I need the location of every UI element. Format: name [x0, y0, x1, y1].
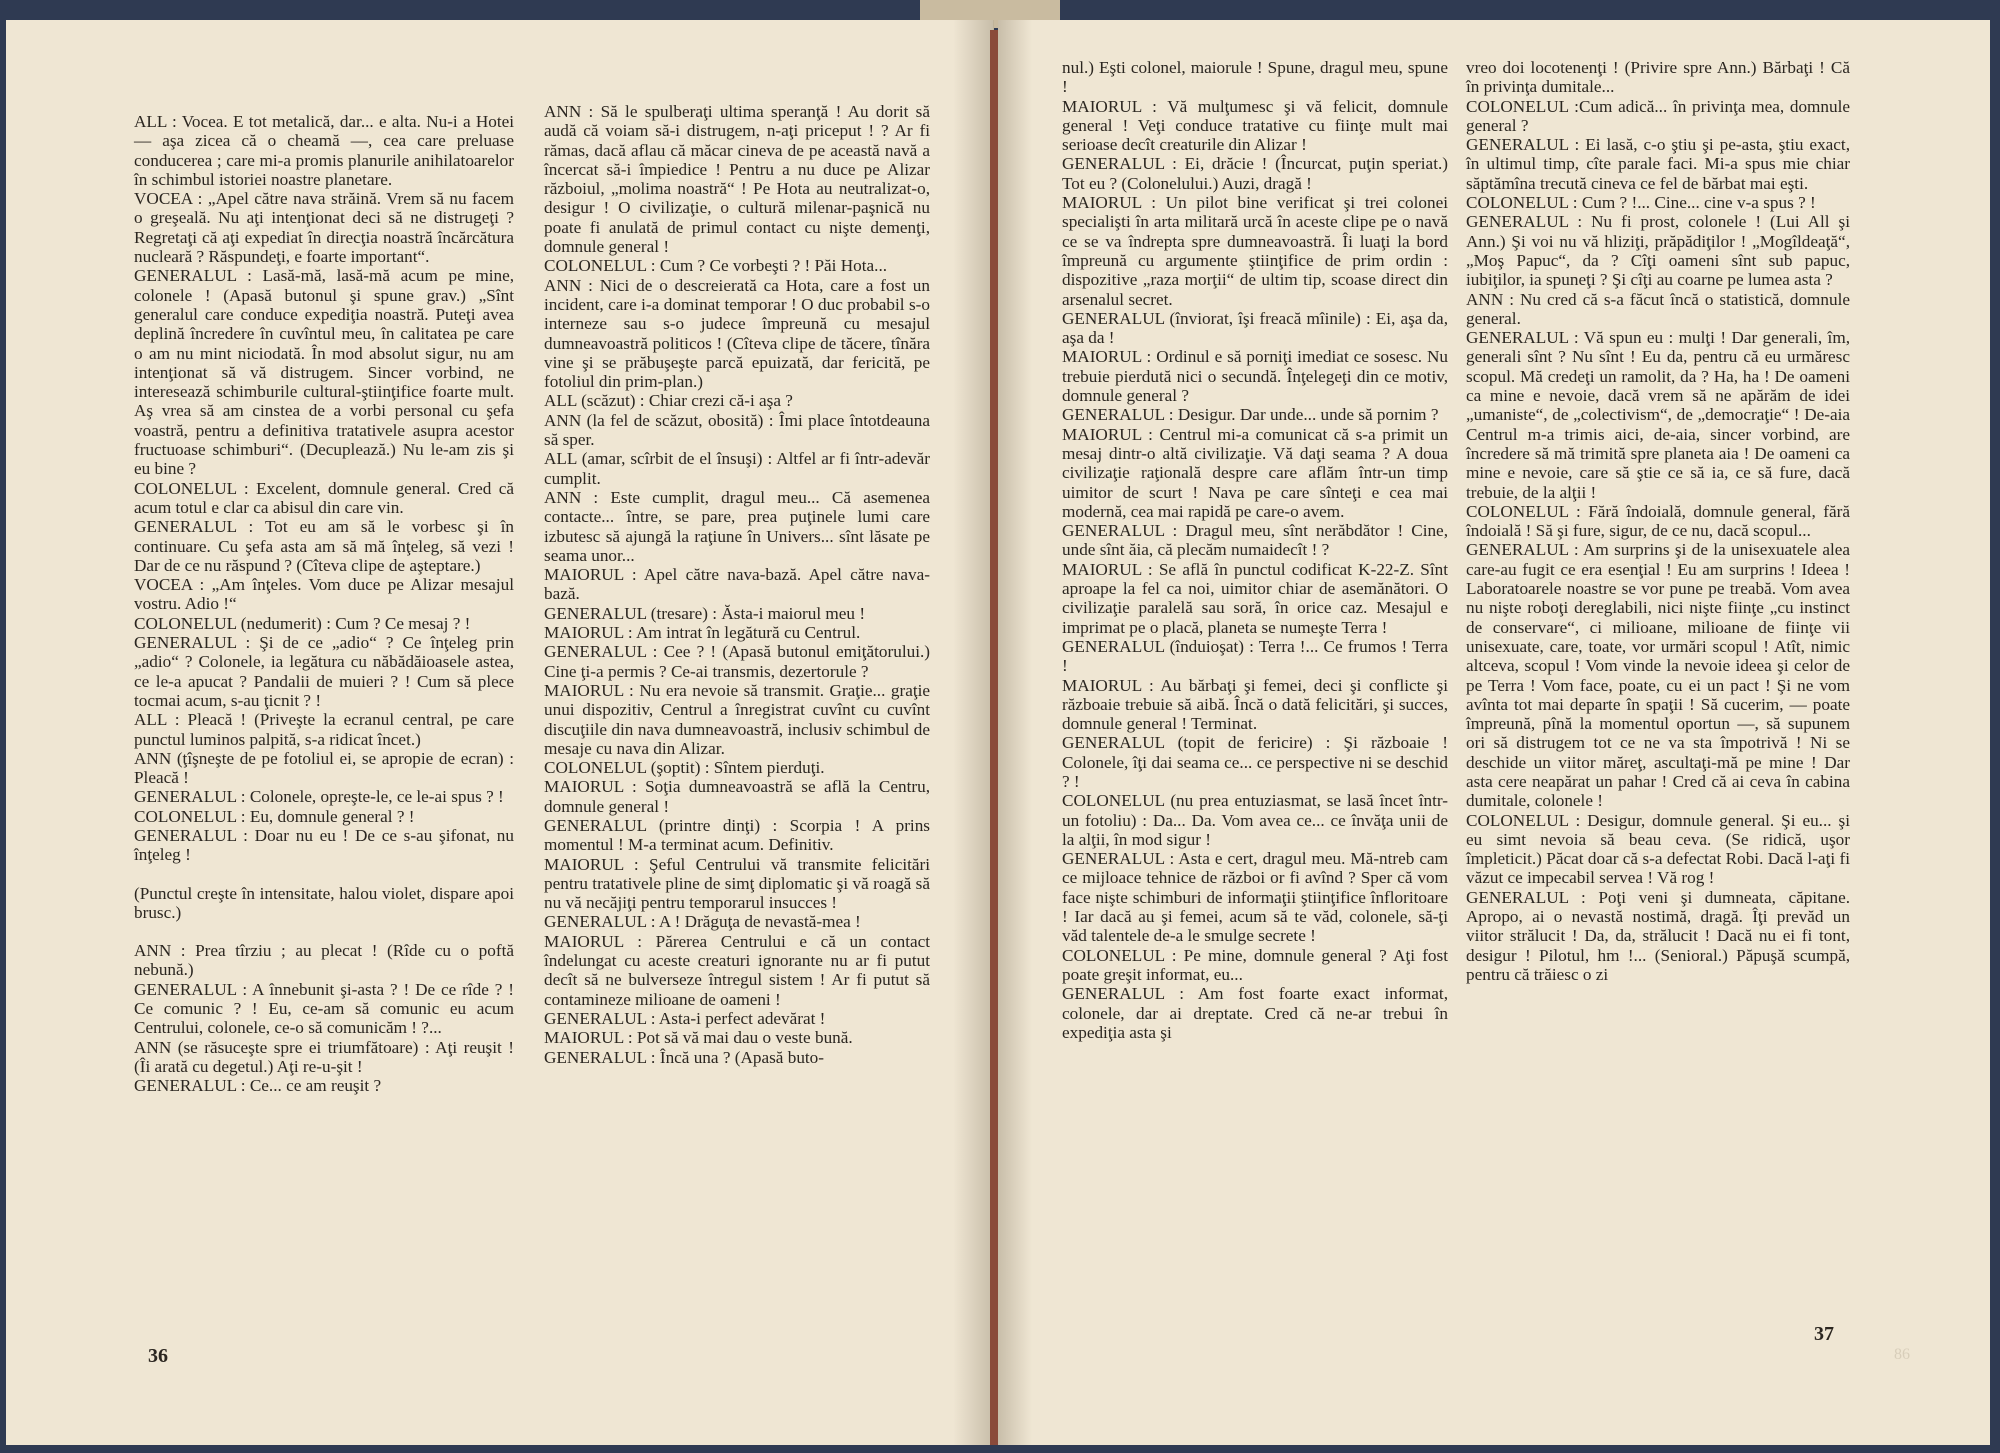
dialogue-line: MAIORUL : Ordinul e să porniţi imediat ce sosesc. Nu trebuie pierdută nici o secundă. Înţelegeţi din ce motiv, domnule general ?	[1062, 347, 1448, 406]
dialogue-line: GENERALUL (tresare) : Ăsta-i maiorul meu !	[544, 603, 866, 623]
dialogue-line: ANN : Este cumplit, dragul meu... Că asemenea contacte... între, se pare, prea puţinele lumi care izbutesc să ajungă la raţiune în Univers... sînt lăsate pe seama unor...	[544, 487, 930, 565]
dialogue-line: GENERALUL : Ei, drăcie ! (Încurcat, puţin speriat.) Tot eu ? (Colonelului.) Auzi, dragă !	[1062, 154, 1448, 193]
dialogue-line: GENERALUL (înduioşat) : Terra !... Ce frumos ! Terra !	[1062, 636, 1448, 676]
dialogue-line: ALL (scăzut) : Chiar crezi că-i aşa ?	[544, 391, 793, 411]
dialogue-line: ANN : Să le spulberaţi ultima speranţă ! Au dorit să audă că voiam să-i distrugem, n-aţi priceput ! ? Ar fi rămas, dacă aflau că măcar cineva de pe această navă a încercat să-i împiedice ! Pentru a nu duce pe Alizar războiul, „molima noastră“ ! Pe Hota au neutralizat-o, desigur ! O civilizaţie, o cultură milenar-paşnică nu poate fi anulată de primul contact cu nişte demenţi, domnule general !	[544, 102, 930, 257]
dialogue-line: GENERALUL : Asta e cert, dragul meu. Mă-ntreb cam ce mijloace tehnice de război or fi avînd ? Sper că vom face nişte schimburi de informaţii ştiinţifice înfloritoare ! Iar dacă au şi femei, acum să te văd, colonele, să-ţi văd talentele de-a le smulge secrete !	[1062, 849, 1448, 946]
dialogue-line: ANN (ţîşneşte de pe fotoliul ei, se apropie de ecran) : Pleacă !	[134, 748, 514, 788]
dialogue-line: ANN (se răsuceşte spre ei triumfătoare) : Aţi reuşit ! (Îi arată cu degetul.) Aţi re-u-şit !	[134, 1037, 514, 1076]
dialogue-line: MAIORUL : Pot să vă mai dau o veste bună.	[544, 1028, 853, 1048]
dialogue-line: GENERALUL (printre dinţi) : Scorpia ! A prins momentul ! M-a terminat acum. Definitiv.	[544, 815, 930, 855]
left-page-column-1	[134, 112, 514, 1096]
dialogue-line: GENERALUL : Dragul meu, sînt nerăbdător ! Cine, unde sînt ăia, că plecăm numaidecît ! ?	[1062, 521, 1448, 560]
dialogue-line: COLONELUL (nu prea entuziasmat, se lasă încet într-un fotoliu) : Da... Da. Vom avea ce... ce învăţa unii de la alţii, în mod sigur !	[1062, 791, 1448, 849]
dialogue-line: ANN (la fel de scăzut, obosită) : Îmi place întotdeauna să sper.	[544, 410, 930, 450]
dialogue-line: MAIORUL : Soţia dumneavoastră se află la Centru, domnule general !	[544, 777, 930, 816]
page-number: 36	[148, 1345, 168, 1367]
dialogue-line: COLONELUL : Cum ? Ce vorbeşti ? ! Păi Hota...	[544, 256, 888, 276]
dialogue-line: GENERALUL : Cee ? ! (Apasă butonul emiţătorului.) Cine ţi-a permis ? Ce-ai transmis, dezertorule ?	[544, 642, 930, 681]
dialogue-line: COLONELUL : Desigur, domnule general. Şi eu... şi eu simt nevoia să beau ceva. (Se ridică, uşor împleticit.) Păcat doar că s-a defectat Robi. Dacă l-aţi fi văzut ce impecabil servea ! Vă rog !	[1466, 810, 1850, 888]
dialogue-line: GENERALUL : Doar nu eu ! De ce s-au şifonat, nu înţeleg !	[134, 825, 514, 865]
left-page-column-2	[544, 102, 930, 1067]
dialogue-line: MAIORUL : Şeful Centrului vă transmite felicitări pentru tratativele pline de simţ diplomatic şi vă roagă să nu vă necăjiţi pentru temporarul insucces !	[544, 854, 930, 913]
dialogue-line: GENERALUL (înviorat, îşi freacă mîinile) : Ei, aşa da, aşa da !	[1062, 308, 1448, 348]
dialogue-line: GENERALUL : Vă spun eu : mulţi ! Dar generali, îm, generali sînt ? Nu sînt ! Eu da, pentru că eu urmăresc scopul. Mă credeţi un ramolit, da ? Ha, ha ! De oameni ca mine e nevoie, dacă vrem să ne apărăm de idei „umaniste“, de „colectivism“, de „democraţie“ ! De-aia Centrul m-a trimis aici, de-aia, sincer vorbind, are încredere să mă trimită spre planeta aia ! De oameni ca mine e nevoie, care să ştie ce să ia, ce să fure, dacă trebuie, de la alţii !	[1466, 328, 1850, 502]
right-page-column-1	[1062, 58, 1448, 1042]
dialogue-line: COLONELUL : Excelent, domnule general. Cred că acum totul e clar ca abisul din care vin.	[134, 478, 514, 517]
faint-page-number: 86	[1894, 1346, 1910, 1363]
dialogue-line: COLONELUL :Cum adică... în privinţa mea, domnule general ?	[1466, 96, 1850, 135]
dialogue-line: ALL (amar, scîrbit de el însuşi) : Altfel ar fi într-adevăr cumplit.	[544, 449, 930, 488]
dialogue-line: MAIORUL : Se află în punctul codificat K-22-Z. Sînt aproape la fel ca noi, uimitor chiar de asemănători. O civilizaţie paralelă sau soră, în orice caz. Mesajul e imprimat pe o placă, planeta se numeşte Terra !	[1062, 559, 1448, 637]
dialogue-line: GENERALUL : A înnebunit şi-asta ? ! De ce rîde ? ! Ce comunic ? ! Eu, ce-am să comunic eu acum Centrului, colonele, ce-o să comunicăm ! ?...	[134, 979, 514, 1038]
dialogue-line: GENERALUL : Tot eu am să le vorbesc şi în continuare. Cu şefa asta am să mă înţeleg, să vezi ! Dar de ce nu răspund ? (Cîteva clipe de aşteptare.)	[134, 517, 514, 575]
dialogue-line: GENERALUL (topit de fericire) : Şi războaie ! Colonele, îţi dai seama ce... ce perspective ni se deschid ? !	[1062, 733, 1448, 791]
blank-line	[134, 865, 514, 884]
dialogue-line: nul.) Eşti colonel, maiorule ! Spune, dragul meu, spune !	[1062, 58, 1448, 97]
gutter-shadow	[953, 20, 993, 1445]
page-number: 37	[1814, 1323, 1834, 1345]
dialogue-line: GENERALUL : Ce... ce am reuşit ?	[134, 1076, 382, 1096]
dialogue-line: VOCEA : „Am înţeles. Vom duce pe Alizar mesajul vostru. Adio !“	[134, 575, 514, 614]
left-page	[6, 20, 994, 1445]
right-page	[998, 20, 1990, 1445]
dialogue-line: COLONELUL : Fără îndoială, domnule general, fără îndoială ! Să şi fure, sigur, de ce nu, dacă scopul...	[1466, 501, 1850, 541]
dialogue-line: GENERALUL : Colonele, opreşte-le, ce le-ai spus ? !	[134, 787, 504, 807]
dialogue-line: MAIORUL : Au bărbaţi şi femei, deci şi conflicte şi războaie trebuie să aibă. Încă o dată felicitări, şi succes, domnule general ! Terminat.	[1062, 675, 1448, 734]
dialogue-line: MAIORUL : Apel către nava-bază. Apel către nava-bază.	[544, 565, 930, 604]
dialogue-line: GENERALUL : Ei lasă, c-o ştiu şi pe-asta, ştiu exact, în ultimul timp, cîte parale faci. Mi-a spus mie chiar săptămîna trecută cineva ce fel de bărbat mai eşti.	[1466, 135, 1850, 193]
dialogue-line: GENERALUL : Lasă-mă, lasă-mă acum pe mine, colonele ! (Apasă butonul şi spune grav.) „Sînt generalul care conduce expediţia noastră. Puteţi avea deplină încredere în cuvîntul meu, în calitatea pe care o am nu mint niciodată. În mod absolut sigur, nu am intenţionat să vă distrugem. Sincer vorbind, ne interesează schimburile cultural-ştiinţifice foarte mult. Aş vrea să am cinstea de a vorbi personal cu şefa voastră, pentru a definitiva tratativele asupra acestor fructuoase schimburi“. (Decuplează.) Nu le-am zis şi eu bine ?	[134, 266, 514, 479]
dialogue-line: MAIORUL : Am intrat în legătură cu Centrul.	[544, 623, 861, 643]
dialogue-line: COLONELUL : Cum ? !... Cine... cine v-a spus ? !	[1466, 193, 1816, 213]
dialogue-line: MAIORUL : Părerea Centrului e că un contact îndelungat cu aceste creaturi ignorante nu ar fi putut decît să ne bulverseze întregul sistem ! Ar fi putut să contamineze milioane de oameni !	[544, 931, 930, 1009]
dialogue-line: GENERALUL : A ! Drăguţa de nevastă-mea !	[544, 912, 861, 932]
dialogue-line: ALL : Vocea. E tot metalică, dar... e alta. Nu-i a Hotei — aşa zicea că o cheamă —, cea care preluase conducerea ; care mi-a promis planurile anihilatoarelor în schimbul istoriei noastre planetare.	[134, 112, 514, 189]
dialogue-line: GENERALUL : Nu fi prost, colonele ! (Lui All şi Ann.) Şi voi nu vă hliziţi, prăpădiţilor ! „Mogîldeaţă“, „Moş Papuc“, da ? Cîţi oameni sînt sub papuc, iubiţilor, ia spuneţi ? Şi cîţi au coarne pe lumea asta ?	[1466, 212, 1850, 290]
dialogue-line: COLONELUL : Eu, domnule general ? !	[134, 806, 415, 826]
gutter-shadow	[998, 20, 1032, 1445]
dialogue-line: VOCEA : „Apel către nava străină. Vrem să nu facem o greşeală. Nu aţi intenţionat deci să ne distrugeţi ? Regretaţi că aţi expediat în direcţia noastră încărcătura nucleară ? Răspundeţi, e foarte important“.	[134, 189, 514, 267]
dialogue-line: GENERALUL : Am surprins şi de la unisexuatele alea care-au fugit ce era esenţial ! Eu am surprins ! Ideea ! Laboratoarele noastre se vor pune pe treabă. Vom avea nu nişte roboţi dereglabili, nici nişte fiinţe „cu instinct de conservare“, ci milioane, milioane de fiinţe vii unisexuate, care, toate, vor urmări scopul ! Atît, nimic altceva, scopul ! Vom vinde la nevoie ideea şi celor de pe Terra ! Vom face, poate, cu ei un pact ! Şi ne vom avînta tot mai departe în spaţii ! Să cucerim, — poate împreună, pînă la momentul oportun —, să supunem ori să distrugem tot ce ne va sta împotrivă ! Ni se deschide un viitor măreţ, ascultaţi-mă pe mine ! Dar asta cere neapărat un pahar ! Cred că ai ceva în cabina dumitale, colonele !	[1466, 540, 1850, 811]
dialogue-line: ANN : Nu cred că s-a făcut încă o statistică, domnule general.	[1466, 289, 1850, 328]
dialogue-line: ALL : Pleacă ! (Priveşte la ecranul central, pe care punctul luminos palpită, s-a ridicat încet.)	[134, 710, 514, 749]
dialogue-line: MAIORUL : Un pilot bine verificat şi trei colonei specialişti în arta militară urcă în aceste clipe pe o navă ce se va îndrepta spre dumneavoastră. Îi luaţi la bord împreună cu argumente ştiinţifice de prim ordin : dispozitive „raza morţii“ de ultim tip, scoase direct din arsenalul secret.	[1062, 193, 1448, 309]
dialogue-line: MAIORUL : Vă mulţumesc şi vă felicit, domnule general ! Veţi conduce tratative cu fiinţe mult mai serioase decît creaturile din Alizar !	[1062, 96, 1448, 155]
dialogue-line: GENERALUL : Şi de ce „adio“ ? Ce înţeleg prin „adio“ ? Colonele, ia legătura cu năbădăioasele astea, ce le-a apucat ? Pandalii de muieri ? ! Cum să plece tocmai acum, s-au ţicnit ? !	[134, 633, 514, 710]
dialogue-line: GENERALUL : Am fost foarte exact informat, colonele, dar ai dreptate. Cred că ne-ar trebui în expediţia asta şi	[1062, 984, 1448, 1042]
dialogue-line: COLONELUL : Pe mine, domnule general ? Aţi fost poate greşit informat, eu...	[1062, 945, 1448, 984]
dialogue-line: COLONELUL (nedumerit) : Cum ? Ce mesaj ? !	[134, 613, 471, 633]
dialogue-line: MAIORUL : Centrul mi-a comunicat că s-a primit un mesaj dintr-o altă civilizaţie. Vă daţi seama ? A doua civilizaţie raţională despre care aflăm într-un timp uimitor de scurt ! Nava pe care sînteţi e cea mai modernă, cea mai rapidă pe care-o avem.	[1062, 424, 1448, 521]
dialogue-line: ANN : Nici de o descreierată ca Hota, care a fost un incident, care i-a dominat temporar ! O duc probabil s-o interneze sau s-o judece împreună cu mesajul dumneavoastră politicos ! (Cîteva clipe de tăcere, tînăra vine şi se prăbuşeşte parcă epuizată, dar fericită, pe fotoliul din prim-plan.)	[544, 275, 930, 392]
dialogue-line: vreo doi locotenenţi ! (Privire spre Ann.) Bărbaţi ! Că în privinţa dumitale...	[1466, 58, 1850, 97]
dialogue-line: GENERALUL : Încă una ? (Apasă buto-	[544, 1047, 825, 1067]
blank-line	[134, 922, 514, 941]
dialogue-line: GENERALUL : Asta-i perfect adevărat !	[544, 1008, 826, 1028]
dialogue-line: GENERALUL : Desigur. Dar unde... unde să pornim ?	[1062, 405, 1439, 425]
dialogue-line: GENERALUL : Poţi veni şi dumneata, căpitane. Apropo, ai o nevastă nostimă, dragă. Îţi prevăd un viitor strălucit ! Da, da, strălucit ! Dacă nu ei fi tont, desigur ! Pilotul, hm !... (Senioral.) Păpuşă scumpă, pentru că trăiesc o zi	[1466, 887, 1850, 984]
dialogue-line: MAIORUL : Nu era nevoie să transmit. Graţie... graţie unui dispozitiv, Centrul a înregistrat cuvînt cu cuvînt discuţiile din nava dumneavoastră, inclusiv schimbul de mesaje cu nava din Alizar.	[544, 680, 930, 758]
dialogue-line: COLONELUL (şoptit) : Sîntem pierduţi.	[544, 758, 825, 778]
dialogue-line: ANN : Prea tîrziu ; au plecat ! (Rîde cu o poftă nebună.)	[134, 941, 514, 980]
stage-direction: (Punctul creşte în intensitate, halou violet, dispare apoi brusc.)	[134, 883, 514, 922]
right-page-column-2	[1466, 58, 1850, 984]
